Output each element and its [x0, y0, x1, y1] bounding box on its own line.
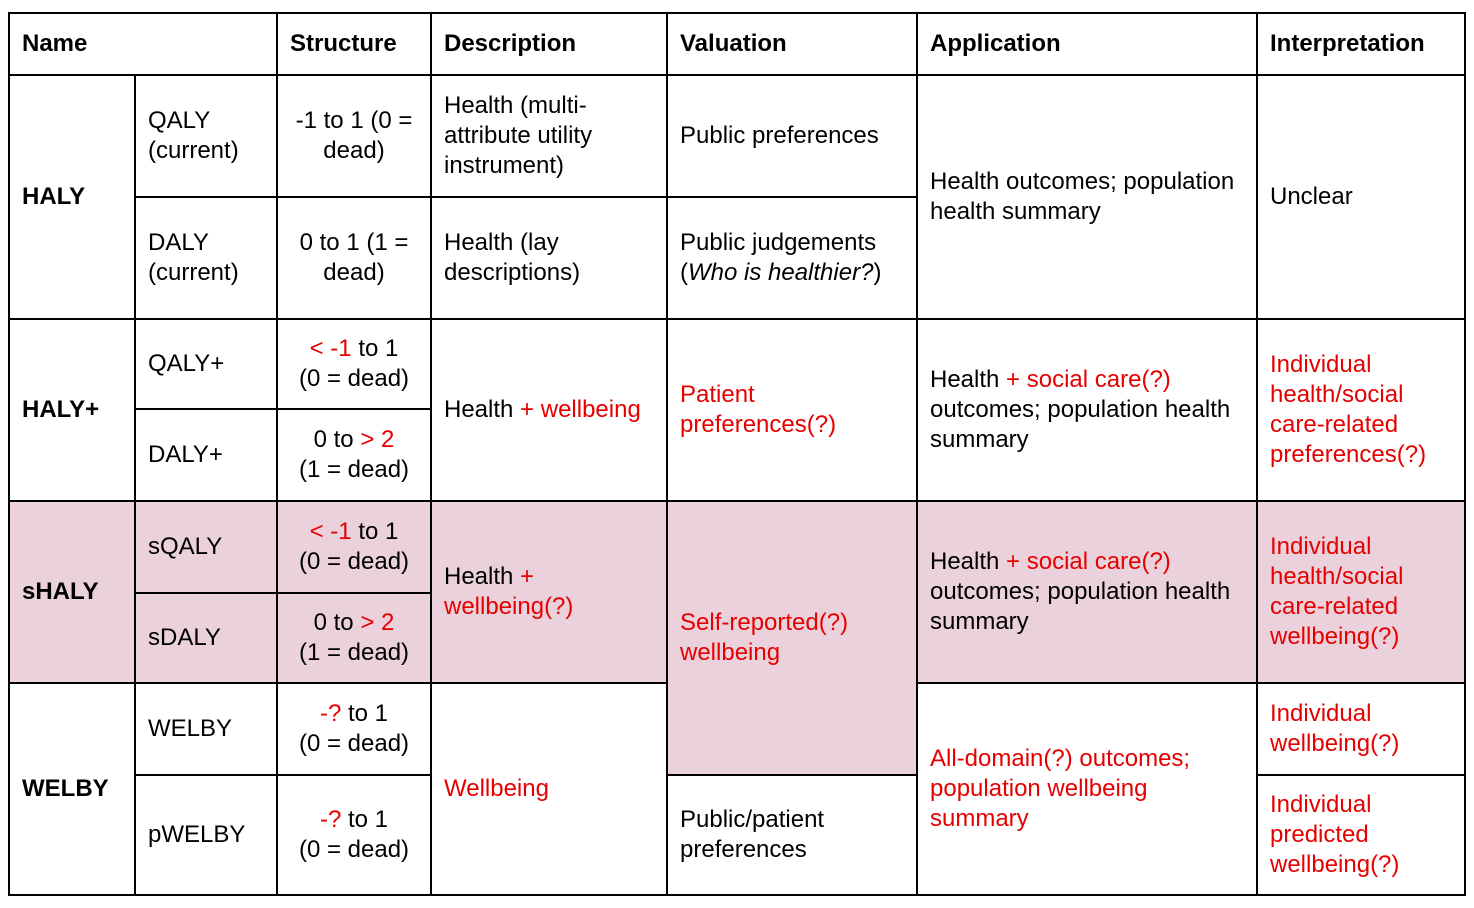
header-valuation: Valuation	[667, 13, 917, 75]
cell-welby: WELBY	[135, 683, 277, 775]
structure-red-text: > 2	[360, 609, 395, 636]
structure-red-text: < -1	[309, 335, 352, 362]
comparison-table	[8, 12, 1466, 896]
cell-sqaly-structure	[277, 501, 431, 593]
description-text: Health	[444, 396, 521, 423]
header-interpretation: Interpretation	[1257, 13, 1465, 75]
structure-dead-text: (0 = dead)	[298, 365, 410, 392]
cell-pwelby: pWELBY	[135, 775, 277, 895]
cell-haly-plus-valuation: Patient preferences(?)	[667, 319, 917, 501]
header-structure: Structure	[277, 13, 431, 75]
header-name: Name	[9, 13, 277, 75]
cell-sqaly: sQALY	[135, 501, 277, 593]
header-row	[9, 13, 1465, 75]
cell-haly-plus-interpretation: Individual health/social care-related preferences(?)	[1257, 319, 1465, 501]
cell-qaly-current: QALY (current)	[135, 75, 277, 197]
cell-haly-interpretation: Unclear	[1257, 75, 1465, 319]
cell-welby-structure	[277, 683, 431, 775]
row-haly-qaly	[9, 75, 1465, 197]
row-shaly-qaly	[9, 501, 1465, 593]
cell-qaly-plus-structure	[277, 319, 431, 409]
cell-pwelby-structure	[277, 775, 431, 895]
structure-text: to 1	[341, 700, 389, 727]
application-text: Health	[930, 548, 1007, 575]
structure-red-text: -?	[319, 806, 342, 833]
structure-dead-text: (0 = dead)	[298, 836, 410, 863]
group-haly: HALY	[9, 75, 135, 319]
header-description: Description	[431, 13, 667, 75]
structure-dead-text: (1 = dead)	[298, 456, 410, 483]
cell-haly-plus-application	[917, 319, 1257, 501]
cell-daly-valuation	[667, 197, 917, 319]
row-haly-plus-qaly	[9, 319, 1465, 409]
cell-shaly-interpretation: Individual health/social care-related wellbeing(?)	[1257, 501, 1465, 683]
cell-pwelby-valuation: Public/patient preferences	[667, 775, 917, 895]
cell-sdaly: sDALY	[135, 593, 277, 683]
cell-haly-plus-description	[431, 319, 667, 501]
cell-welby-description: Wellbeing	[431, 683, 667, 895]
cell-qaly-description: Health (multi-attribute utility instrument)	[431, 75, 667, 197]
structure-dead-text: (0 = dead)	[298, 548, 410, 575]
group-welby: WELBY	[9, 683, 135, 895]
structure-dead-text: (0 = dead)	[298, 730, 410, 757]
cell-qaly-plus: QALY+	[135, 319, 277, 409]
cell-haly-application: Health outcomes; population health summary	[917, 75, 1257, 319]
cell-welby-interpretation: Individual wellbeing(?)	[1257, 683, 1465, 775]
cell-sdaly-structure	[277, 593, 431, 683]
valuation-text: Public judgements (	[680, 229, 877, 286]
application-rest-text: outcomes; population health summary	[930, 578, 1231, 635]
description-text: Health	[444, 563, 521, 590]
structure-text: to 1	[351, 518, 399, 545]
group-shaly: sHALY	[9, 501, 135, 683]
structure-red-text: > 2	[360, 426, 395, 453]
application-red-text: + social care(?)	[1006, 548, 1171, 575]
cell-qaly-structure: -1 to 1 (0 = dead)	[277, 75, 431, 197]
application-rest-text: outcomes; population health summary	[930, 396, 1231, 453]
structure-text: to 1	[341, 806, 389, 833]
structure-text: 0 to	[313, 426, 361, 453]
cell-daly-plus-structure	[277, 409, 431, 501]
cell-pwelby-interpretation: Individual predicted wellbeing(?)	[1257, 775, 1465, 895]
group-haly-plus: HALY+	[9, 319, 135, 501]
structure-dead-text: (1 = dead)	[298, 639, 410, 666]
cell-welby-application: All-domain(?) outcomes; population wellbeing summary	[917, 683, 1257, 895]
cell-shaly-application	[917, 501, 1257, 683]
structure-text: 0 to	[313, 609, 361, 636]
description-red-text: + wellbeing(?)	[444, 563, 574, 620]
valuation-italic-text: Who is healthier?	[688, 259, 874, 286]
cell-daly-structure: 0 to 1 (1 = dead)	[277, 197, 431, 319]
cell-daly-current: DALY (current)	[135, 197, 277, 319]
cell-qaly-valuation: Public preferences	[667, 75, 917, 197]
description-red-text: + wellbeing	[520, 396, 641, 423]
application-red-text: + social care(?)	[1006, 366, 1171, 393]
application-text: Health	[930, 366, 1007, 393]
structure-red-text: < -1	[309, 518, 352, 545]
structure-red-text: -?	[319, 700, 342, 727]
cell-daly-description: Health (lay descriptions)	[431, 197, 667, 319]
header-application: Application	[917, 13, 1257, 75]
cell-daly-plus: DALY+	[135, 409, 277, 501]
structure-text: to 1	[351, 335, 399, 362]
cell-shaly-valuation: Self-reported(?) wellbeing	[667, 501, 917, 775]
valuation-close-text: )	[873, 259, 882, 286]
cell-shaly-description	[431, 501, 667, 683]
